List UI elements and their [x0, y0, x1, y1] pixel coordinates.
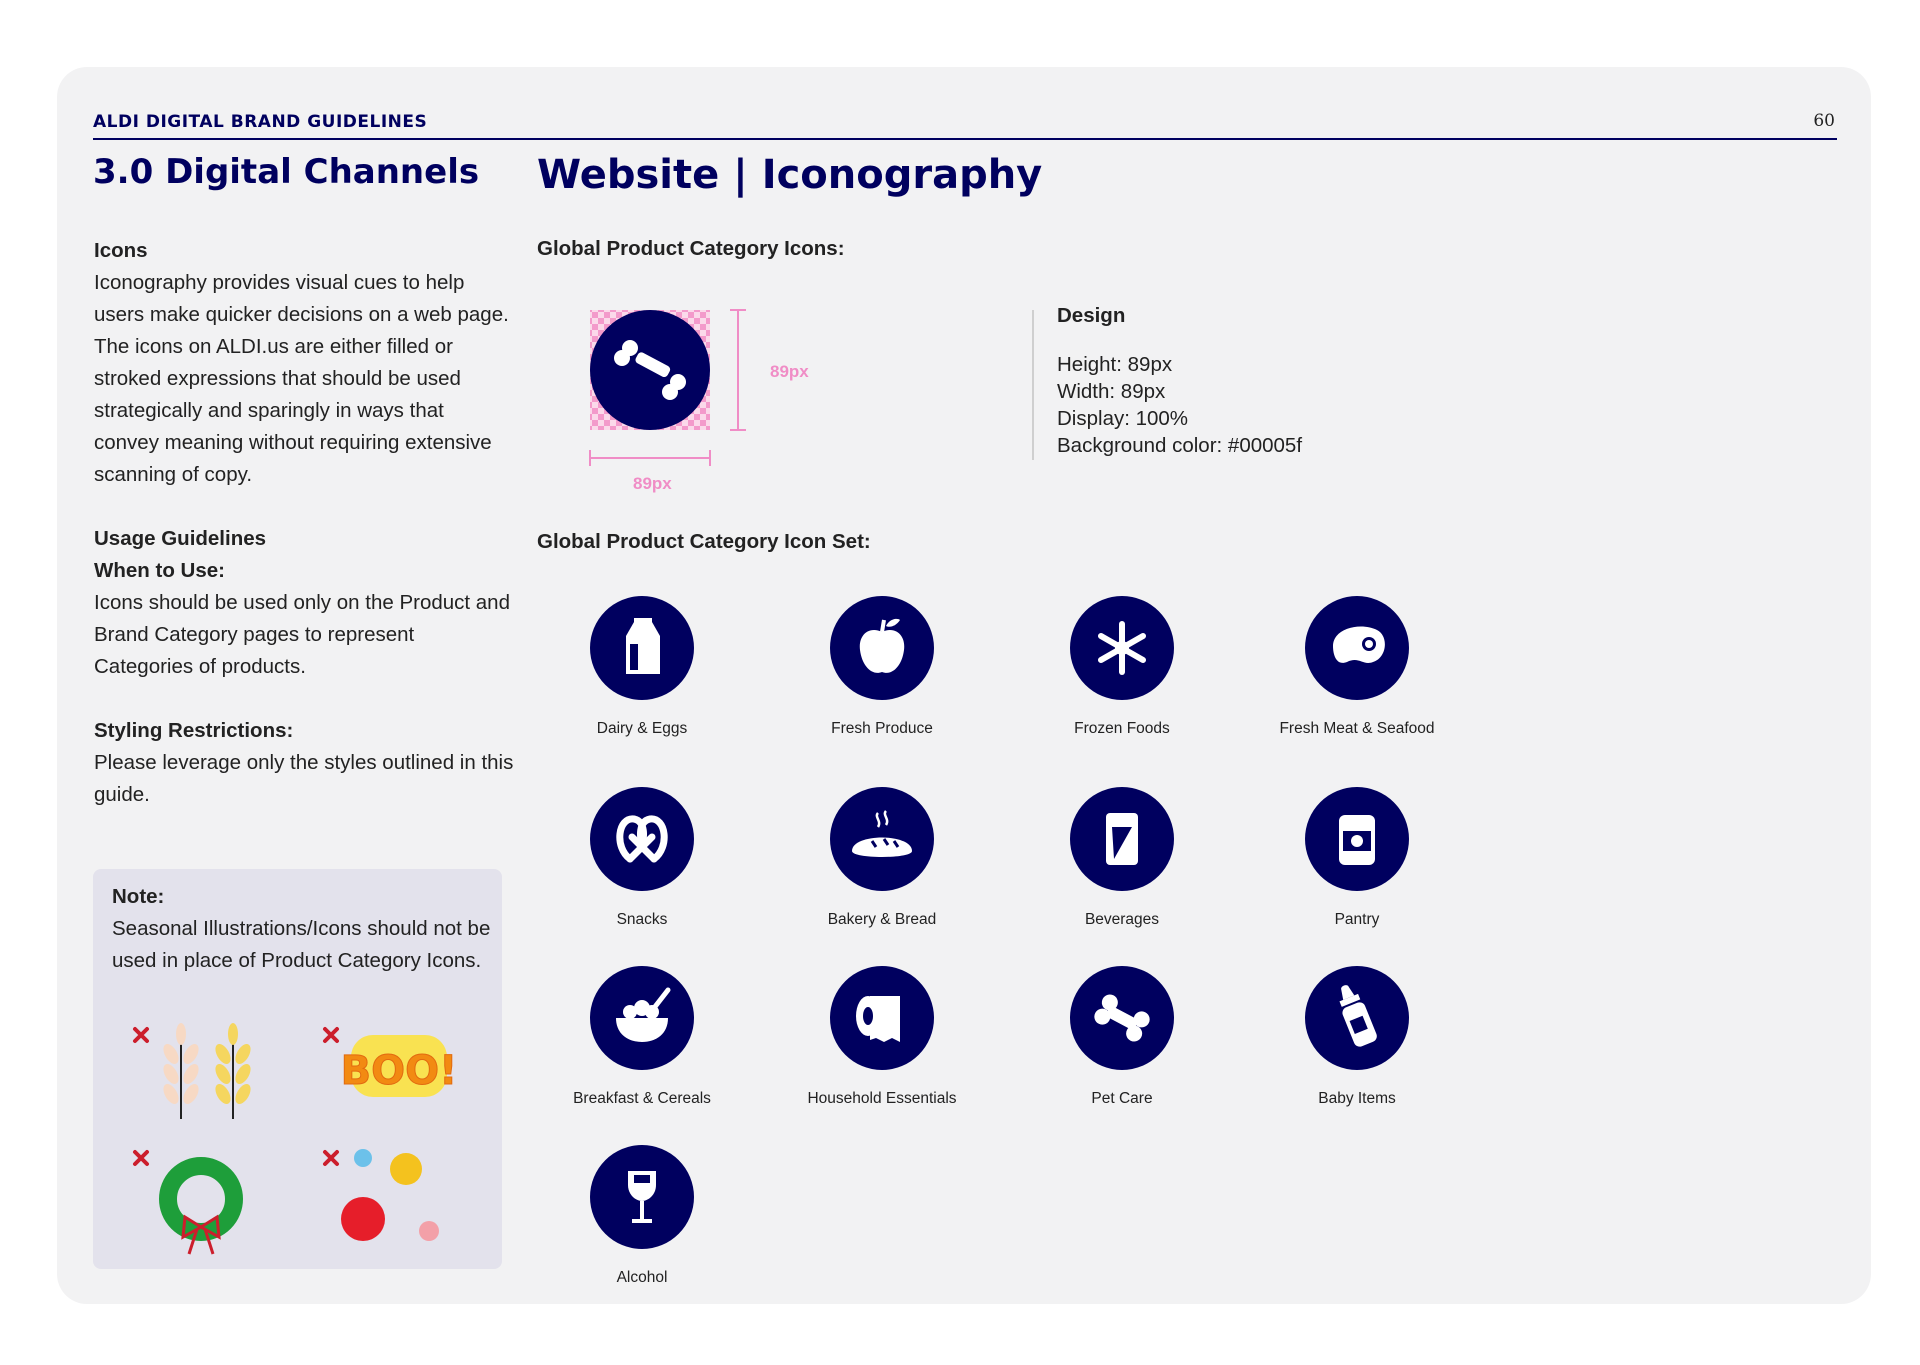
svg-text:BOO!: BOO! [340, 1048, 458, 1094]
icon-set-heading: Global Product Category Icon Set: [537, 530, 871, 553]
sample-icon-spec [580, 300, 820, 500]
category-snacks: Snacks [532, 787, 752, 929]
steak-icon [1305, 596, 1409, 700]
category-alcohol: Alcohol [532, 1145, 752, 1287]
bread-icon [830, 787, 934, 891]
styling-body: Please leverage only the styles outlined in this guide. [94, 751, 514, 806]
wine-glass-icon [590, 1145, 694, 1249]
category-baby-items: Baby Items [1247, 966, 1467, 1108]
pretzel-icon [590, 787, 694, 891]
icons-body: Iconography provides visual cues to help users make quicker decisions on a web page. The icons on ALDI.us are either filled or stroked expressions that should be used strategically and sparingly in ways that convey meaning without requiring extensive scanning of copy. [94, 271, 509, 486]
category-dairy-eggs: Dairy & Eggs [532, 596, 752, 738]
confetti-icon [325, 1149, 439, 1241]
snowflake-icon [1070, 596, 1174, 700]
styling-heading: Styling Restrictions: [94, 719, 294, 742]
can-icon [1070, 787, 1174, 891]
note-body: Seasonal Illustrations/Icons should not be used in place of Product Category Icons. [112, 917, 491, 972]
boo-icon [325, 1029, 457, 1097]
design-spec [1057, 302, 1302, 459]
cereal-bowl-icon [590, 966, 694, 1070]
category-fresh-produce: Fresh Produce [772, 596, 992, 738]
milk-carton-icon [590, 596, 694, 700]
page-number: 60 [1813, 111, 1835, 131]
bone-icon [1070, 966, 1174, 1070]
paper-towel-icon [830, 966, 934, 1070]
seasonal-examples [93, 869, 502, 1269]
design-divider [1032, 310, 1034, 460]
design-width: Width: 89px [1057, 380, 1166, 403]
apple-icon [830, 596, 934, 700]
section-title: 3.0 Digital Channels [93, 152, 480, 192]
header-label: ALDI DIGITAL BRAND GUIDELINES [93, 112, 428, 132]
category-fresh-meat-seafood: Fresh Meat & Seafood [1247, 596, 1467, 738]
note-heading: Note: [112, 885, 165, 908]
when-heading: When to Use: [94, 559, 225, 582]
category-household-essentials: Household Essentials [772, 966, 992, 1108]
category-frozen-foods: Frozen Foods [1012, 596, 1232, 738]
page-title: Website | Iconography [537, 152, 1043, 198]
category-pet-care: Pet Care [1012, 966, 1232, 1108]
category-bakery-bread: Bakery & Bread [772, 787, 992, 929]
icons-heading: Icons [94, 239, 148, 262]
category-beverages: Beverages [1012, 787, 1232, 929]
design-height: Height: 89px [1057, 353, 1173, 376]
canned-food-icon [1305, 787, 1409, 891]
note-box [93, 869, 502, 1269]
design-heading: Design [1057, 304, 1126, 327]
category-breakfast-cereals: Breakfast & Cereals [532, 966, 752, 1108]
usage-heading: Usage Guidelines [94, 527, 267, 550]
baby-bottle-icon [1305, 966, 1409, 1070]
left-column [94, 235, 514, 811]
height-dimension-label: 89px [770, 362, 809, 381]
design-background: Background color: #00005f [1057, 434, 1303, 457]
category-pantry: Pantry [1247, 787, 1467, 929]
design-display: Display: 100% [1057, 407, 1189, 430]
wheat-icon [135, 1023, 254, 1119]
header-divider [93, 138, 1837, 140]
global-icons-heading: Global Product Category Icons: [537, 237, 845, 260]
wreath-icon [135, 1152, 234, 1254]
when-body: Icons should be used only on the Product and Brand Category pages to represent Categories of products. [94, 591, 510, 678]
width-dimension-label: 89px [633, 474, 672, 493]
